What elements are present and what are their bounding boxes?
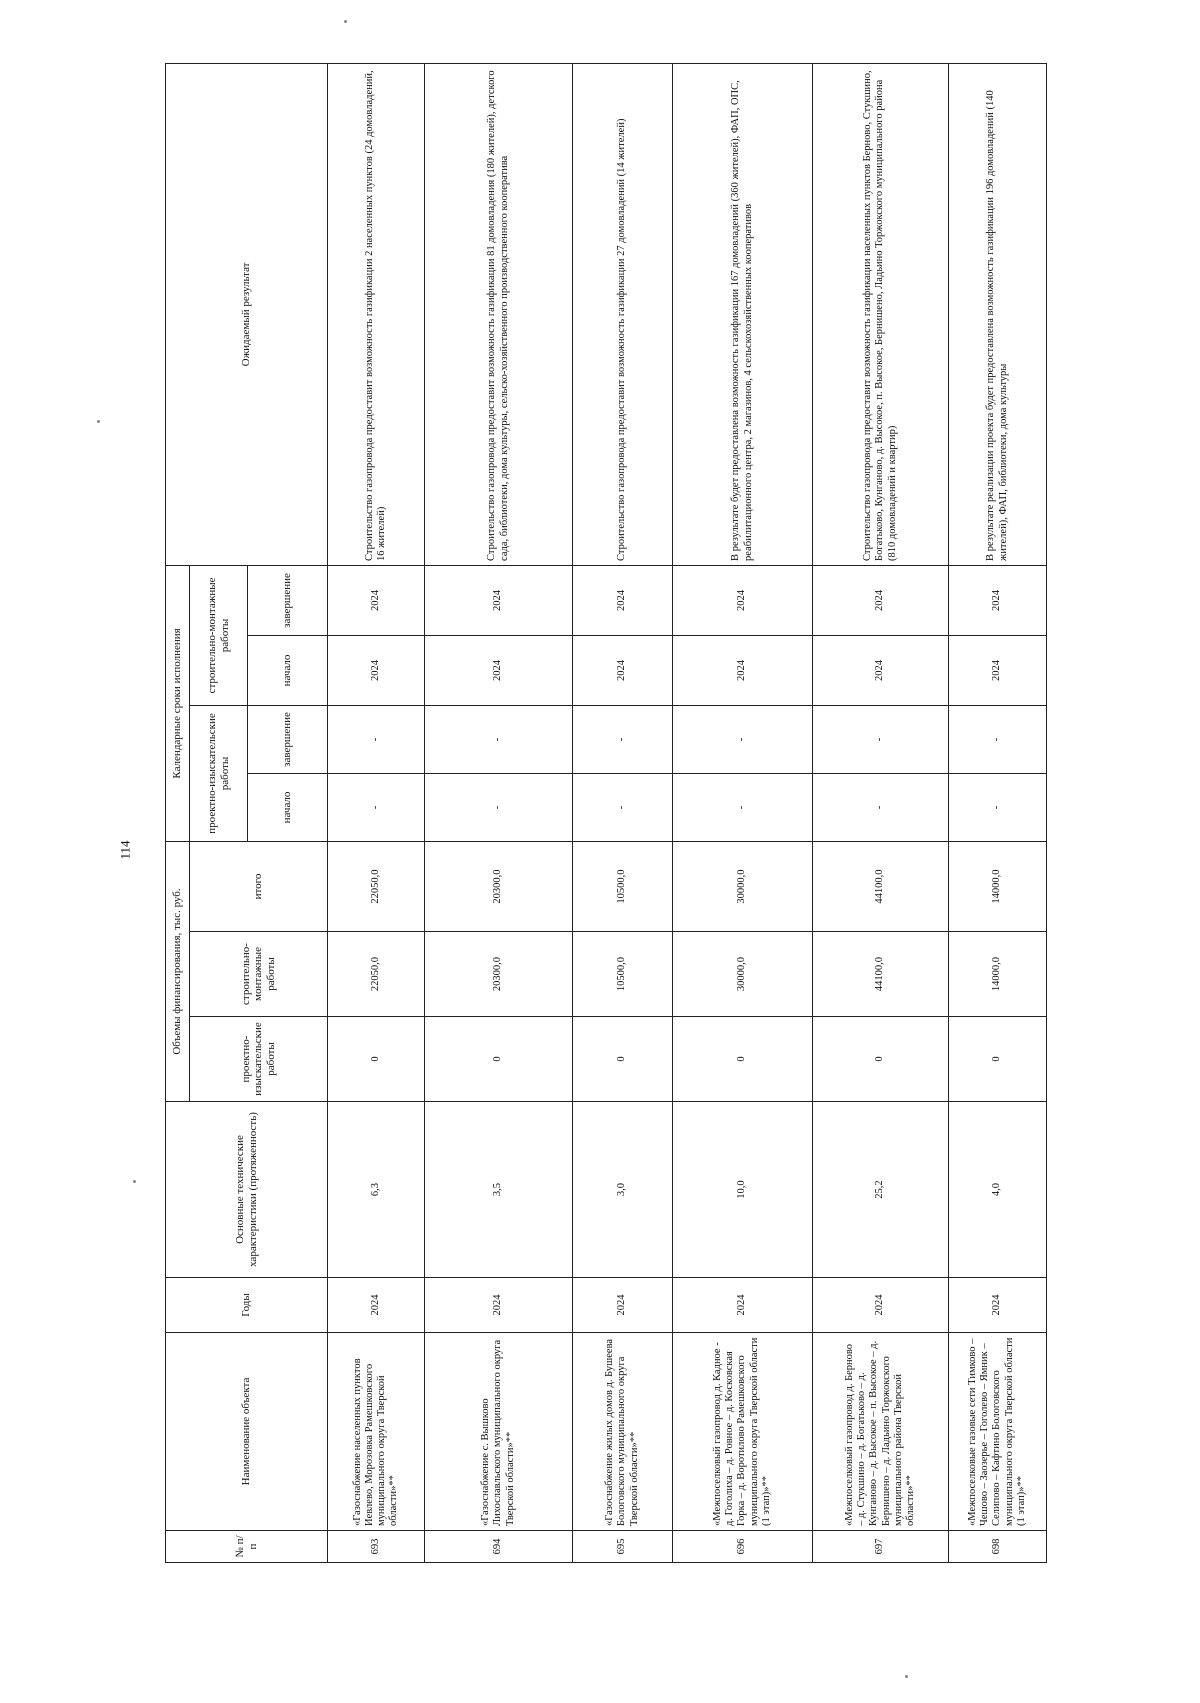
row-fin-total: 22050,0 (328, 841, 425, 931)
row-result: Строительство газопровода предоставит возможность газификации населенных пунктов Берново, Стукшино, Богатьково, Кунганово, д. Высокое, п. Высокое, Бернишено, Ладьино Торжокского муниципального района (810 домовладений и квартир) (813, 63, 949, 565)
header-result: Ожидаемый результат (166, 63, 328, 565)
scan-speck (344, 20, 347, 23)
row-num: 693 (328, 1531, 425, 1563)
row-design-end: - (813, 705, 949, 773)
table-row (813, 63, 949, 1562)
row-design-start: - (425, 773, 573, 841)
header-fin-design: проектно-изыскательские работы (190, 1017, 328, 1102)
row-length: 6,3 (328, 1102, 425, 1278)
row-constr-start: 2024 (949, 635, 1047, 705)
row-fin-design: 0 (949, 1017, 1047, 1102)
row-constr-start: 2024 (673, 635, 813, 705)
row-fin-construction: 30000,0 (673, 932, 813, 1017)
row-fin-construction: 20300,0 (425, 932, 573, 1017)
scan-speck (905, 1675, 908, 1678)
header-sched-design: проектно-изыскательские работы (190, 705, 248, 841)
row-name: «Межпоселковый газопровод д. Кадное - д. Гоголиха – д. Ровное – д. Косковская Горка – д. Воротилово Рамешковского муниципального округа Тверской области (1 этап)»** (673, 1333, 813, 1531)
row-design-end: - (949, 705, 1047, 773)
row-name: «Газоснабжение с. Вышково Лихославльского муниципального округа Тверской области»** (425, 1333, 573, 1531)
row-year: 2024 (425, 1278, 573, 1333)
row-year: 2024 (813, 1278, 949, 1333)
row-fin-construction: 14000,0 (949, 932, 1047, 1017)
row-result: В результате реализации проекта будет предоставлена возможность газификации 196 домовладений (140 жителей), ФАП, библиотеки, дома культуры (949, 63, 1047, 565)
row-length: 3,0 (573, 1102, 673, 1278)
header-fin-total: итого (190, 841, 328, 931)
row-num: 694 (425, 1531, 573, 1563)
row-year: 2024 (949, 1278, 1047, 1333)
row-design-end: - (425, 705, 573, 773)
row-length: 25,2 (813, 1102, 949, 1278)
row-fin-design: 0 (328, 1017, 425, 1102)
row-result: Строительство газопровода предоставит возможность газификации 2 населенных пунктов (24 домовладений, 16 жителей) (328, 63, 425, 565)
row-design-start: - (813, 773, 949, 841)
table-row (425, 63, 573, 1562)
row-fin-design: 0 (813, 1017, 949, 1102)
table-row (949, 63, 1047, 1562)
row-result: Строительство газопровода предоставит возможность газификации 81 домовладения (180 жителей), детского сада, библиотеки, дома культуры, сельско-хозяйственного производственного кооператива (425, 63, 573, 565)
row-design-end: - (673, 705, 813, 773)
row-year: 2024 (573, 1278, 673, 1333)
header-constr-start: начало (248, 635, 328, 705)
row-design-end: - (328, 705, 425, 773)
header-specs: Основные технические характеристики (протяженность) (166, 1102, 328, 1278)
row-fin-total: 14000,0 (949, 841, 1047, 931)
row-design-start: - (328, 773, 425, 841)
row-length: 3,5 (425, 1102, 573, 1278)
row-design-start: - (573, 773, 673, 841)
row-constr-start: 2024 (425, 635, 573, 705)
scan-speck (133, 1180, 136, 1183)
row-fin-total: 30000,0 (673, 841, 813, 931)
row-num: 697 (813, 1531, 949, 1563)
row-year: 2024 (328, 1278, 425, 1333)
header-fin-construction: строительно-монтажные работы (190, 932, 328, 1017)
row-name: «Межпоселковые газовые сети Тимково – Чешово – Заозерье – Гоголево – Ямник – Селипово – Кафтино Бологовского муниципального округа Тверской области (1 этап)»** (949, 1333, 1047, 1531)
row-name: «Газоснабжение населенных пунктов Иевлево, Морозовка Рамешковского муниципального округа Тверской области»** (328, 1333, 425, 1531)
row-fin-design: 0 (573, 1017, 673, 1102)
row-constr-start: 2024 (328, 635, 425, 705)
row-constr-start: 2024 (813, 635, 949, 705)
header-design-end: завершение (248, 705, 328, 773)
header-name: Наименование объекта (166, 1333, 328, 1531)
row-constr-end: 2024 (949, 565, 1047, 635)
row-length: 10,0 (673, 1102, 813, 1278)
page-number: 114 (117, 840, 133, 860)
scan-speck (97, 420, 100, 423)
row-num: 695 (573, 1531, 673, 1563)
row-num: 696 (673, 1531, 813, 1563)
row-fin-construction: 22050,0 (328, 932, 425, 1017)
row-num: 698 (949, 1531, 1047, 1563)
header-design-start: начало (248, 773, 328, 841)
row-constr-end: 2024 (425, 565, 573, 635)
table-row (328, 63, 425, 1562)
row-name: «Газоснабжение жилых домов д. Бушеева Бологовского муниципального округа Тверской области»** (573, 1333, 673, 1531)
row-design-start: - (949, 773, 1047, 841)
row-fin-total: 10500,0 (573, 841, 673, 931)
row-design-end: - (573, 705, 673, 773)
row-constr-end: 2024 (573, 565, 673, 635)
row-result: В результате будет предоставлена возможность газификации 167 домовладений (360 жителей), ФАП, ОПС, реабилитационного центра, 2 магазинов, 4 сельскохозяйственных кооперативов (673, 63, 813, 565)
header-years: Годы (166, 1278, 328, 1333)
row-result: Строительство газопровода предоставит возможность газификации 27 домовладений (14 жителей) (573, 63, 673, 565)
table-row (673, 63, 813, 1562)
gasification-table (165, 63, 1047, 1563)
row-constr-end: 2024 (673, 565, 813, 635)
row-constr-start: 2024 (573, 635, 673, 705)
header-constr-end: завершение (248, 565, 328, 635)
header-schedule: Календарные сроки исполнения (166, 565, 190, 841)
row-constr-end: 2024 (813, 565, 949, 635)
row-fin-construction: 44100,0 (813, 932, 949, 1017)
row-year: 2024 (673, 1278, 813, 1333)
table-row (573, 63, 673, 1562)
header-num: № п/п (166, 1531, 328, 1563)
row-name: «Межпоселковый газопровод д. Берново – д. Стукшино – д. Богатьково – д. Кунганово – д. Высокое – п. Высокое – д. Бернишено – д. Ладьино Торжокского муниципального района Тверской области»** (813, 1333, 949, 1531)
row-length: 4,0 (949, 1102, 1047, 1278)
row-fin-total: 44100,0 (813, 841, 949, 931)
row-constr-end: 2024 (328, 565, 425, 635)
row-fin-design: 0 (673, 1017, 813, 1102)
row-fin-design: 0 (425, 1017, 573, 1102)
row-design-start: - (673, 773, 813, 841)
row-fin-total: 20300,0 (425, 841, 573, 931)
header-sched-construction: строительно-монтажные работы (190, 565, 248, 705)
row-fin-construction: 10500,0 (573, 932, 673, 1017)
rotated-table-wrapper (165, 64, 1027, 1563)
header-financing: Объемы финансирования, тыс. руб. (166, 841, 190, 1101)
